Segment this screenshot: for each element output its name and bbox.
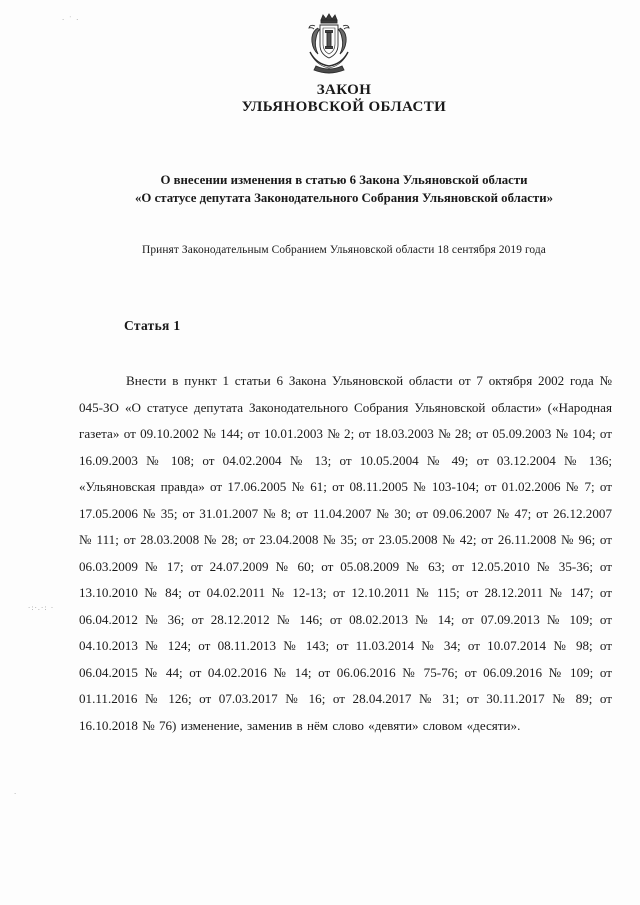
region-title: УЛЬЯНОВСКОЙ ОБЛАСТИ xyxy=(241,99,447,115)
scan-artifact: ·:·.·: · xyxy=(28,604,55,612)
law-heading-line2: «О статусе депутата Законодательного Собрания Ульяновской области» xyxy=(135,191,553,205)
scan-artifact: · xyxy=(14,790,18,798)
law-heading-line1: О внесении изменения в статью 6 Закона Ульяновской области xyxy=(160,173,528,187)
adoption-note: Принят Законодательным Собранием Ульяновской области 18 сентября 2019 года xyxy=(142,244,546,256)
coat-of-arms-icon xyxy=(302,12,356,76)
article-body: Внести в пункт 1 статьи 6 Закона Ульяновской области от 7 октября 2002 года № 045-ЗО «О статусе депутата Законодательного Собрания Ульяновской области» («Народная газета» от 09.10.2002 № 144; от 10.01.2003 № 2; от 18.03.2003 № 28; от 05.09.2003 № 104; от 16.09.2003 № 108; от 04.02.2004 № 13; от 10.05.2004 № 49; от 03.12.2004 № 136; «Ульяновская правда» от 17.06.2005 № 61; от 08.11.2005 № 103-104; от 01.02.2006 № 7; от 17.05.2006 № 35; от 31.01.2007 № 8; от 11.04.2007 № 30; от 09.06.2007 № 47; от 26.12.2007 № 111; от 28.03.2008 № 28; от 23.04.2008 № 35; от 23.05.2008 № 42; от 26.11.2008 № 96; от 06.03.2009 № 17; от 24.07.2009 № 60; от 05.08.2009 № 63; от 12.05.2010 № 35-36; от 13.10.2010 № 84; от 04.02.2011 № 12-13; от 12.10.2011 № 115; от 28.12.2011 № 147; от 06.04.2012 № 36; от 28.12.2012 № 146; от 08.02.2013 № 14; от 07.09.2013 № 109; от 04.10.2013 № 124; от 08.11.2013 № 143; от 11.03.2014 № 34; от 10.07.2014 № 98; от 06.04.2015 № 44; от 04.02.2016 № 14; от 06.06.2016 № 75-76; от 06.09.2016 № 109; от 01.11.2016 № 126; от 07.03.2017 № 16; от 28.04.2017 № 31; от 30.11.2017 № 89; от 16.10.2018 № 76) изменение, заменив в нём слово «девяти» словом «десяти». xyxy=(79,373,612,733)
law-title: ЗАКОН xyxy=(316,82,372,98)
article-label: Статья 1 xyxy=(124,318,181,333)
scan-artifact: · ˙ · xyxy=(62,16,80,24)
